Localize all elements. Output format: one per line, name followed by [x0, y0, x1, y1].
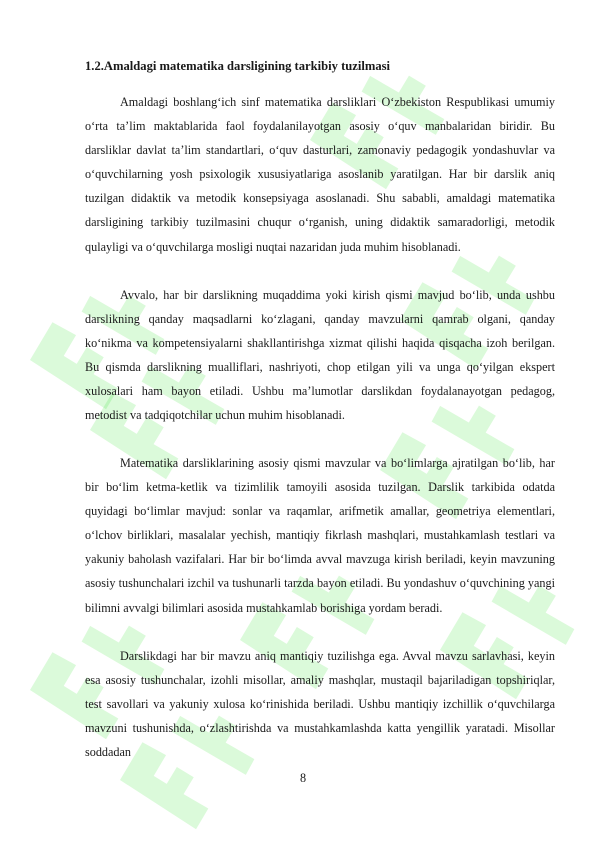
section-heading: 1.2.Amaldagi matematika darsligining tarkibiy tuzilmasi	[85, 59, 391, 73]
page-number: 8	[300, 771, 307, 785]
paragraph-3: Matematika darsliklarining asosiy qismi mavzular va bo‘limlarga ajratilgan bo‘lib, har bir bo‘lim ketma-ketlik va tizimlilik tamoyili asosida tuzilgan. Darslik tarkibida odatda quyidagi bo‘limlar mavjud: sonlar va raqamlar, arifmetik amallar, geometriya elementlari, o‘lchov birliklari, masalalar yechish, mantiqiy fikrlash mashqlari, mustahkamlash testlari va yakuniy baholash vazifalari. Har bir bo‘limda avval mavzuga kirish beriladi, keyin mavzuning asosiy tushunchalari izchil va tushunarli tarzda bayon etiladi. Bu yondashuv o‘quvchining yangi bilimni avvalgi bilimlari asosida mustahkamlab borishiga yordam beradi.	[85, 456, 555, 615]
paragraph-4: Darslikdagi har bir mavzu aniq mantiqiy tuzilishga ega. Avval mavzu sarlavhasi, keyin esa asosiy tushunchalar, izohli misollar, amaliy mashqlar, mustaqil bajariladigan topshiriqlar, test savollari va yakuniy xulosa ko‘rinishida beriladi. Ushbu mantiqiy izchillik o‘quvchilarga mavzuni tushunishda, o‘zlashtirishda va mustahkamlashda katta yengillik yaratadi. Misollar soddadan	[85, 649, 555, 760]
paragraph-2: Avvalo, har bir darslikning muqaddima yoki kirish qismi mavjud bo‘lib, unda ushbu darslikning qanday maqsadlarni ko‘zlagani, qanday mavzularni qamrab olgani, qanday ko‘nikma va kompetensiyalarni shakllantirishga xizmat qilishi haqida qisqacha izoh berilgan. Bu qismda darslikning mualliflari, nashriyoti, chop etilgan yili va unga qo‘yilgan ekspert xulosalari ham bayon etiladi. Ushbu ma’lumotlar darslikdan foydalanayotgan pedagog, metodist va tadqiqotchilar uchun muhim hisoblanadi.	[85, 288, 555, 423]
paragraph-1: Amaldagi boshlang‘ich sinf matematika darsliklari O‘zbekiston Respublikasi umumiy o‘rta ta’lim maktablarida faol foydalanilayotgan asosiy o‘quv manbalaridan biridir. Bu darsliklar davlat ta’lim standartlari, o‘quv dasturlari, zamonaviy pedagogik yondashuvlar va o‘quvchilarning yosh psixologik xususiyatlariga asoslanib yaratilgan. Har bir darslik aniq tuzilgan didaktik va metodik konsepsiyaga asoslanadi. Shu sababli, amaldagi matematika darsligining tarkibiy tuzilmasini chuqur o‘rganish, uning didaktik samaradorligi, metodik qulayligi va o‘quvchilarga mosligi nuqtai nazaridan juda muhim hisoblanadi.	[85, 95, 555, 254]
